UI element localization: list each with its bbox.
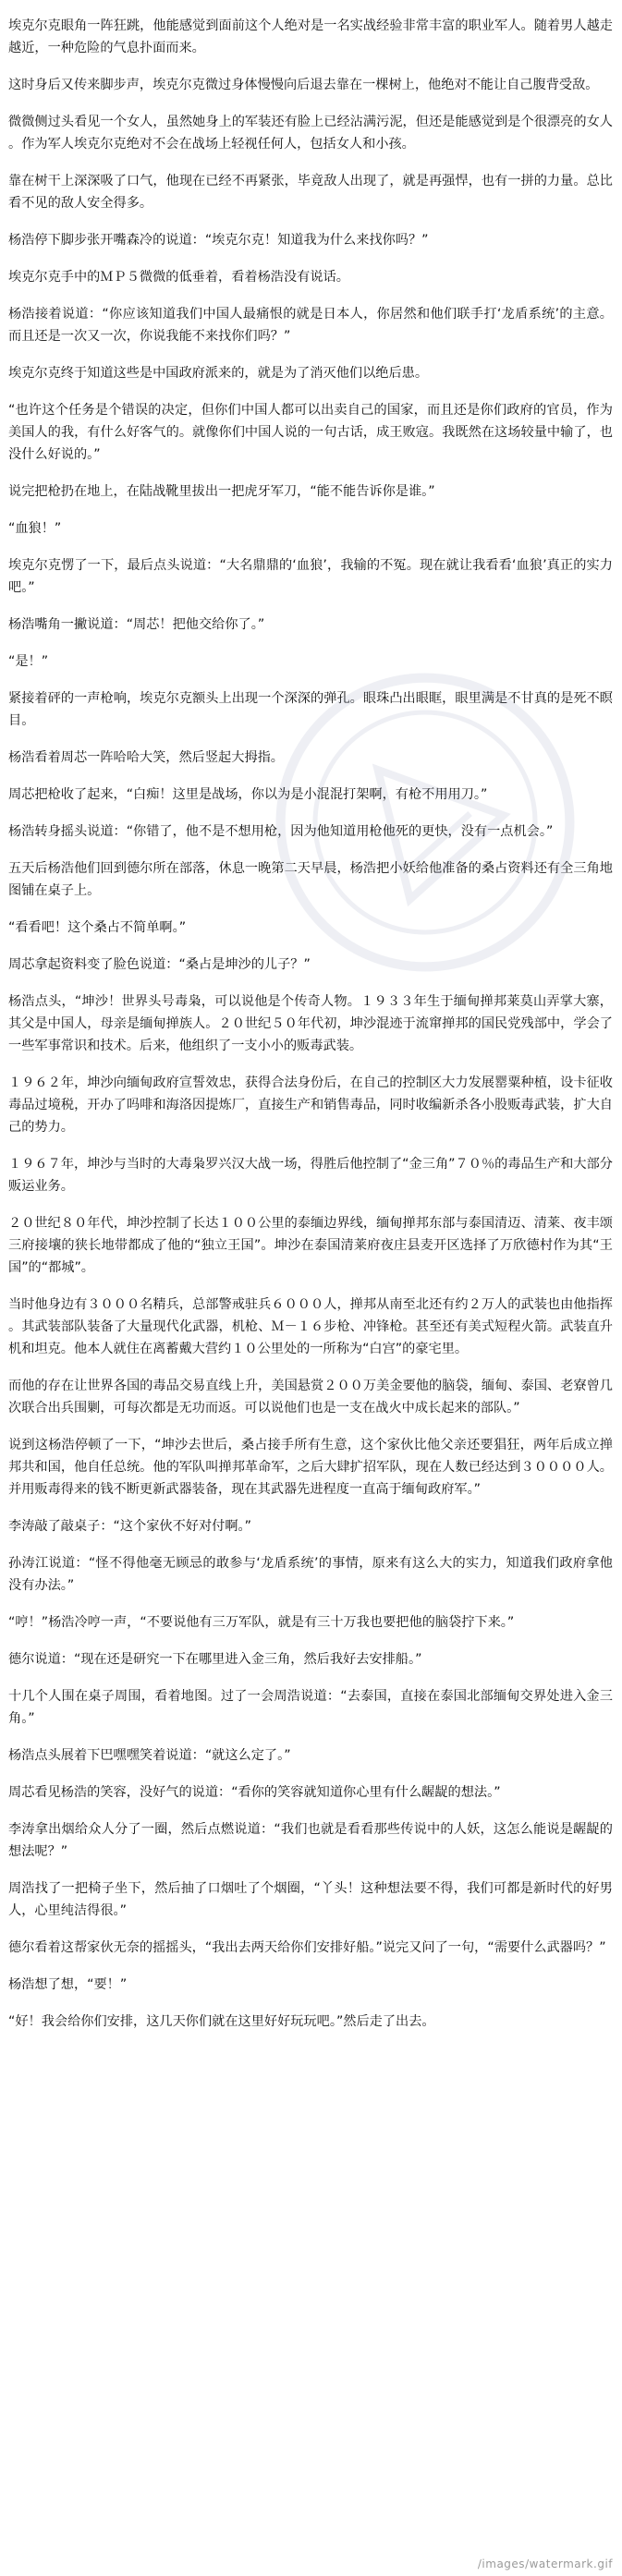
story-paragraph: 说完把枪扔在地上，在陆战靴里拔出一把虎牙军刀，“能不能告诉你是谁。” — [8, 484, 435, 499]
paragraph-gap — [8, 1279, 613, 1294]
story-paragraph: １９６２年，坤沙向缅甸政府宣誓效忠，获得合法身份后，在自己的控制区大力发展罂粟种植，设卡征收毒品过境税，开办了吗啡和海洛因提炼厂，直接生产和销售毒品，同时收编新杀各小股贩毒武装，扩大自己的势力。 — [8, 1075, 613, 1135]
story-paragraph: 周芯看见杨浩的笑容，没好气的说道：“看你的笑容就知道你心里有什么龌龊的想法。” — [8, 1785, 501, 1800]
story-paragraph: ２０世纪８０年代，坤沙控制了长达１００公里的泰缅边界线，缅甸掸邦东部与泰国清迈、清莱、夜丰颂三府接壤的狭长地带都成了他的“独立王国”。坤沙在泰国清莱府夜庄县麦开区选择了万欣德村作为其“王国”的“都城”。 — [8, 1216, 613, 1275]
story-paragraph: 杨浩停下脚步张开嘴森冷的说道：“埃克尔克！知道我为什么来找你吗？” — [8, 233, 429, 248]
paragraph-gap — [8, 1863, 613, 1877]
paragraph-gap — [8, 59, 613, 74]
paragraph-gap — [8, 96, 613, 111]
paragraph-gap — [8, 540, 613, 554]
story-paragraph: 杨浩看着周芯一阵哈哈大笑，然后竖起大拇指。 — [8, 750, 284, 765]
story-paragraph: “也许这个任务是个错误的决定，但你们中国人都可以出卖自己的国家，而且还是你们政府的官员，作为美国人的我，有什么好客气的。就像你们中国人说的一句古话，成王败寇。我既然在这场较量中输了，也没什么好说的。” — [8, 403, 613, 462]
story-paragraph: 杨浩想了想，“要！” — [8, 1977, 128, 1992]
paragraph-gap — [8, 1360, 613, 1375]
paragraph-gap — [8, 1597, 613, 1611]
story-paragraph: 杨浩转身摇头说道：“你错了，他不是不想用枪，因为他知道用枪他死的更快，没有一点机会。” — [8, 824, 554, 839]
paragraph-gap — [8, 503, 613, 517]
paragraph-gap — [8, 902, 613, 917]
paragraph-gap — [8, 1671, 613, 1685]
story-paragraph: 埃克尔克眼角一阵狂跳，他能感觉到面前这个人绝对是一名实战经验非常丰富的职业军人。随着男人越走越近，一种危险的气息扑面而来。 — [8, 18, 613, 55]
story-paragraph: 埃克尔克愣了一下，最后点头说道：“大名鼎鼎的‘血狼’，我输的不冤。现在就让我看看‘血狼’真正的实力吧。” — [8, 558, 613, 595]
story-paragraph: １９６７年，坤沙与当时的大毒枭罗兴汉大战一场，得胜后他控制了“金三角”７０％的毒品生产和大部分贩运业务。 — [8, 1157, 613, 1194]
story-paragraph: 杨浩点头展着下巴嘿嘿笑着说道：“就这么定了。” — [8, 1748, 291, 1763]
paragraph-gap — [8, 636, 613, 650]
paragraph-gap — [8, 939, 613, 954]
paragraph-gap — [8, 214, 613, 229]
paragraph-gap — [8, 347, 613, 362]
paragraph-gap — [8, 1996, 613, 2011]
story-paragraph: 说到这杨浩停顿了一下，“坤沙去世后，桑占接手所有生意，这个家伙比他父亲还要猖狂，两年后成立掸邦共和国，他自任总统。他的军队叫掸邦革命军，之后大肆扩招军队，现在人数已经达到３００００人。并用贩毒得来的钱不断更新武器装备，现在其武器先进程度一直高于缅甸政府军。” — [8, 1438, 613, 1497]
paragraph-gap — [8, 732, 613, 747]
story-paragraph: 紧接着砰的一声枪响，埃克尔克额头上出现一个深深的弹孔。眼珠凸出眼眶，眼里满是不甘真的是死不瞑目。 — [8, 691, 613, 728]
paragraph-gap — [8, 976, 613, 990]
paragraph-gap — [8, 251, 613, 266]
paragraph-gap — [8, 1537, 613, 1552]
paragraph-gap — [8, 1730, 613, 1744]
story-paragraph: 李涛拿出烟给众人分了一圈，然后点燃说道：“我们也就是看看那些传说中的人妖，这怎么能说是龌龊的想法呢？” — [8, 1822, 613, 1859]
paragraph-gap — [8, 155, 613, 170]
story-paragraph: “血狼！” — [8, 521, 62, 536]
paragraph-gap — [8, 1419, 613, 1434]
story-paragraph: 杨浩点头，“坤沙！世界头号毒枭，可以说他是个传奇人物。１９３３年生于缅甸掸邦莱莫山弄掌大寨，其父是中国人，母亲是缅甸掸族人。２０世纪５０年代初，坤沙混迹于流窜掸邦的国民党残部中，学会了一些军事常识和技术。后来，他组织了一支小小的贩毒武装。 — [8, 994, 613, 1053]
story-paragraph: 杨浩接着说道：“你应该知道我们中国人最痛恨的就是日本人，你居然和他们联手打‘龙盾系统’的主意。而且还是一次又一次，你说我能不来找你们吗？” — [8, 307, 613, 344]
paragraph-gap — [8, 806, 613, 820]
paragraph-gap — [8, 599, 613, 614]
story-paragraph: “是！” — [8, 654, 49, 669]
story-paragraph: 这时身后又传来脚步声，埃克尔克微过身体慢慢向后退去靠在一棵树上，他绝对不能让自己腹背受敌。 — [8, 78, 599, 92]
paragraph-gap — [8, 1057, 613, 1072]
story-paragraph: “看看吧！这个桑占不简单啊。” — [8, 920, 187, 935]
story-paragraph: 当时他身边有３０００名精兵，总部警戒驻兵６０００人，掸邦从南至北还有约２万人的武装也由他指挥。其武装部队装备了大量现代化武器，机枪、Ｍ－１６步枪、冲锋枪。甚至还有美式短程火箭。武装直升机和坦克。他本人就住在离蓄戴大营约１０公里处的一所称为“白宫”的豪宅里。 — [8, 1297, 613, 1356]
story-paragraph: 微微侧过头看见一个女人，虽然她身上的军装还有脸上已经沾满污泥，但还是能感觉到是个很漂亮的女人。作为军人埃克尔克绝对不会在战场上轻视任何人，包括女人和小孩。 — [8, 115, 613, 152]
story-paragraph: 德尔说道：“现在还是研究一下在哪里进入金三角，然后我好去安排船。” — [8, 1652, 422, 1667]
paragraph-gap — [8, 1922, 613, 1937]
story-paragraph: “哼！”杨浩冷哼一声，“不要说他有三万军队，就是有三十万我也要把他的脑袋拧下来。” — [8, 1615, 515, 1630]
paragraph-gap — [8, 1138, 613, 1153]
story-paragraph: 德尔看着这帮家伙无奈的摇摇头，“我出去两天给你们安排好船。”说完又问了一句，“需要什么武器吗？” — [8, 1940, 606, 1955]
story-paragraph: 周浩找了一把椅子坐下，然后抽了口烟吐了个烟圈，“丫头！这种想法要不得，我们可都是新时代的好男人，心里纯洁得很。” — [8, 1881, 613, 1918]
paragraph-gap — [8, 1767, 613, 1781]
story-paragraph: 孙涛江说道：“怪不得他毫无顾忌的敢参与‘龙盾系统’的事情，原来有这么大的实力，知道我们政府拿他没有办法。” — [8, 1556, 613, 1593]
story-paragraph: 五天后杨浩他们回到德尔所在部落，休息一晚第二天早晨，杨浩把小妖给他准备的桑占资料还有全三角地图铺在桌子上。 — [8, 861, 613, 898]
paragraph-gap — [8, 466, 613, 480]
story-paragraph: 埃克尔克终于知道这些是中国政府派来的，就是为了消灭他们以绝后患。 — [8, 366, 429, 381]
story-paragraph: 十几个人围在桌子周围，看着地图。过了一会周浩说道：“去泰国，直接在泰国北部缅甸交界处进入金三角。” — [8, 1689, 613, 1726]
paragraph-gap — [8, 769, 613, 784]
story-paragraph: “好！我会给你们安排，这几天你们就在这里好好玩玩吧。”然后走了出去。 — [8, 2014, 435, 2029]
paragraph-gap — [8, 1634, 613, 1648]
watermark-url-text: /images/watermark.gif — [477, 2558, 613, 2570]
story-paragraph: 周芯拿起资料变了脸色说道：“桑占是坤沙的儿子？” — [8, 957, 311, 972]
story-paragraph: 杨浩嘴角一撇说道：“周芯！把他交给你了。” — [8, 617, 265, 632]
story-paragraph: 而他的存在让世界各国的毒品交易直线上升，美国悬赏２００万美金要他的脑袋，缅甸、泰国、老寮曾几次联合出兵围剿，可每次都是无功而返。可以说他们也是一支在战火中成长起来的部队。” — [8, 1379, 613, 1416]
paragraph-gap — [8, 673, 613, 687]
paragraph-gap — [8, 843, 613, 857]
story-paragraph: 周芯把枪收了起来，“白痴！这里是战场，你以为是小混混打架啊，有枪不用用刀。” — [8, 787, 488, 802]
story-paragraph: 埃克尔克手中的ＭＰ５微微的低垂着，看着杨浩没有说话。 — [8, 270, 349, 285]
paragraph-gap — [8, 0, 613, 15]
paragraph-gap — [8, 1959, 613, 1974]
story-paragraph: 李涛敲了敲桌子：“这个家伙不好对付啊。” — [8, 1519, 251, 1534]
paragraph-gap — [8, 384, 613, 399]
paragraph-gap — [8, 288, 613, 303]
paragraph-gap — [8, 1804, 613, 1818]
paragraph-gap — [8, 1501, 613, 1515]
story-paragraph: 靠在树干上深深吸了口气，他现在已经不再紧张，毕竟敌人出现了，就是再强悍，也有一拼的力量。总比看不见的敌人安全得多。 — [8, 174, 613, 211]
paragraph-gap — [8, 1197, 613, 1212]
